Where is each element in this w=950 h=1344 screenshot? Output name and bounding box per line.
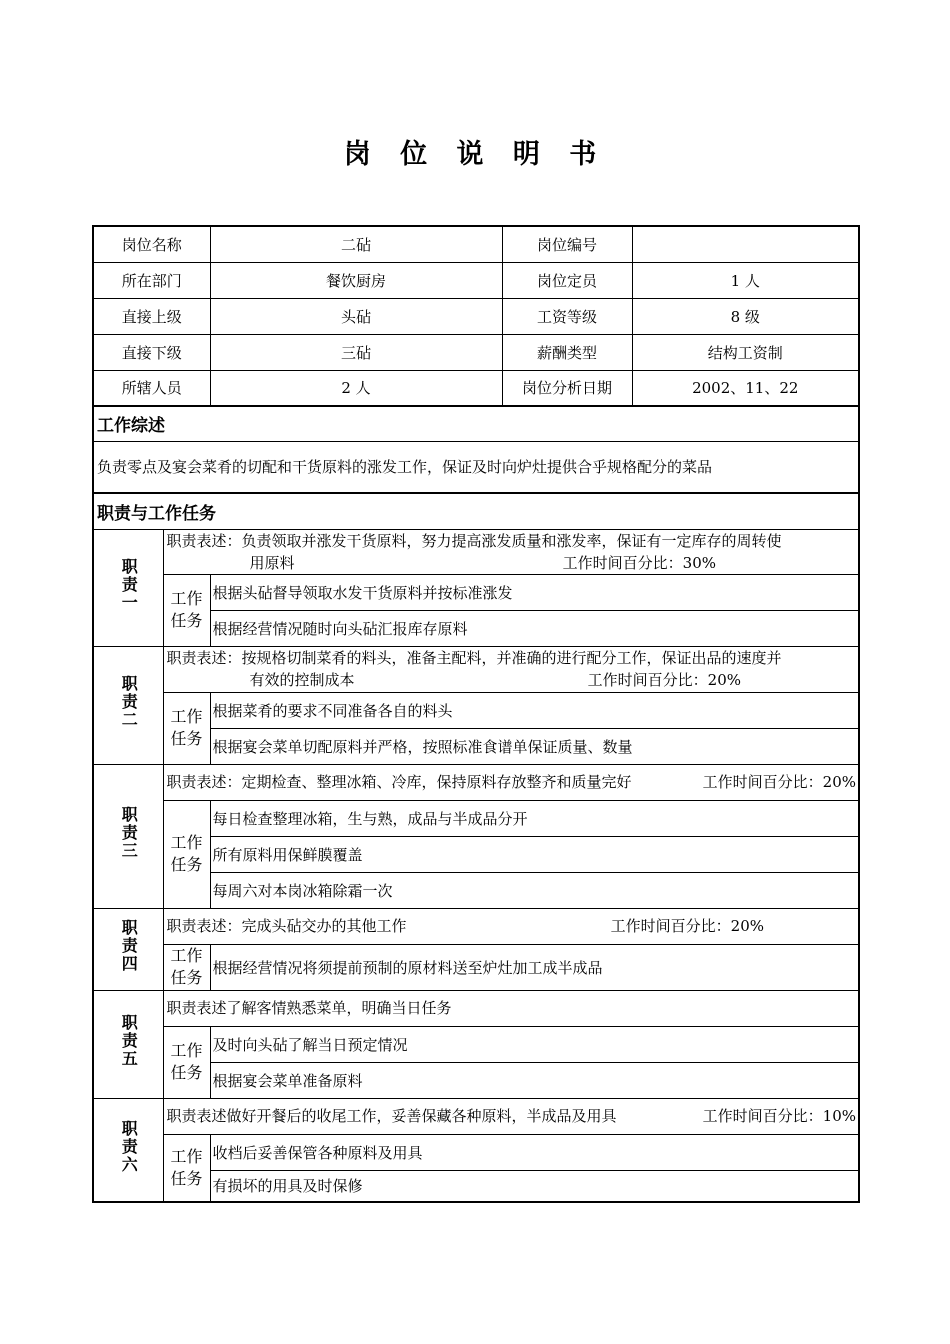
task-label: 工作任务 xyxy=(163,1026,210,1098)
task-label: 工作任务 xyxy=(163,574,210,646)
duty-label: 职责四 xyxy=(93,908,163,990)
info-row xyxy=(93,298,859,334)
duty-description-line1: 职责表述：按规格切制菜肴的料头，准备主配料，并准确的进行配分工作，保证出品的速度并 xyxy=(166,649,782,667)
info-row xyxy=(93,226,859,262)
info-value: 结构工资制 xyxy=(632,334,859,370)
info-value: 8 级 xyxy=(632,298,859,334)
duty-description-line2: 有效的控制成本 xyxy=(249,671,355,689)
task-item: 有损坏的用具及时保修 xyxy=(210,1170,859,1202)
info-label: 工资等级 xyxy=(502,298,632,334)
task-item: 根据头砧督导领取水发干货原料并按标准涨发 xyxy=(210,574,859,610)
info-row xyxy=(93,370,859,406)
info-label: 岗位名称 xyxy=(93,226,210,262)
info-label: 所辖人员 xyxy=(93,370,210,406)
task-item: 根据宴会菜单准备原料 xyxy=(210,1062,859,1098)
info-row xyxy=(93,262,859,298)
task-item: 根据菜肴的要求不同准备各自的料头 xyxy=(210,692,859,728)
duty-description xyxy=(163,764,859,800)
task-item: 收档后妥善保管各种原料及用具 xyxy=(210,1134,859,1170)
info-value: 二砧 xyxy=(210,226,502,262)
info-value: 2 人 xyxy=(210,370,502,406)
duty-description: 职责表述了解客情熟悉菜单，明确当日任务 xyxy=(163,990,859,1026)
info-label: 直接下级 xyxy=(93,334,210,370)
duties-heading: 职责与工作任务 xyxy=(93,493,859,529)
summary-text: 负责零点及宴会菜肴的切配和干货原料的涨发工作，保证及时向炉灶提供合乎规格配分的菜品 xyxy=(93,441,859,493)
duty-label: 职责三 xyxy=(93,764,163,908)
info-row xyxy=(93,334,859,370)
time-percentage: 工作时间百分比：20% xyxy=(610,917,765,935)
info-value xyxy=(632,226,859,262)
duty-description-line2: 用原料 xyxy=(249,553,295,572)
info-label: 直接上级 xyxy=(93,298,210,334)
duty-description-text: 职责表述做好开餐后的收尾工作，妥善保藏各种原料，半成品及用具 xyxy=(166,1107,617,1125)
task-item: 根据经营情况将须提前预制的原材料送至炉灶加工成半成品 xyxy=(210,944,859,990)
task-item: 每周六对本岗冰箱除霜一次 xyxy=(210,872,859,908)
summary-heading: 工作综述 xyxy=(93,406,859,441)
time-percentage: 工作时间百分比：30% xyxy=(562,553,717,572)
info-label: 薪酬类型 xyxy=(502,334,632,370)
time-percentage: 工作时间百分比：10% xyxy=(702,1107,857,1125)
duty-label: 职责六 xyxy=(93,1098,163,1202)
task-label: 工作任务 xyxy=(163,1134,210,1202)
duty-label: 职责二 xyxy=(93,646,163,764)
task-label: 工作任务 xyxy=(163,800,210,908)
duty-label: 职责五 xyxy=(93,990,163,1098)
task-item: 所有原料用保鲜膜覆盖 xyxy=(210,836,859,872)
task-label: 工作任务 xyxy=(163,692,210,764)
duty-description-text: 职责表述：定期检查、整理冰箱、冷库，保持原料存放整齐和质量完好 xyxy=(166,773,632,791)
time-percentage: 工作时间百分比：20% xyxy=(702,773,857,791)
task-item: 每日检查整理冰箱，生与熟，成品与半成品分开 xyxy=(210,800,859,836)
duty-description xyxy=(163,529,859,574)
info-label: 岗位分析日期 xyxy=(502,370,632,406)
info-value: 三砧 xyxy=(210,334,502,370)
info-value: 餐饮厨房 xyxy=(210,262,502,298)
duty-description-line1: 职责表述：负责领取并涨发干货原料，努力提高涨发质量和涨发率，保证有一定库存的周转使 xyxy=(166,531,782,550)
info-label: 岗位编号 xyxy=(502,226,632,262)
page-title: 岗 位 说 明 书 xyxy=(343,139,607,170)
info-value: 2002、11、22 xyxy=(632,370,859,406)
duty-label: 职责一 xyxy=(93,529,163,646)
task-label: 工作任务 xyxy=(163,944,210,990)
duty-description xyxy=(163,646,859,692)
info-value: 头砧 xyxy=(210,298,502,334)
duty-description xyxy=(163,908,859,944)
info-label: 岗位定员 xyxy=(502,262,632,298)
job-description-table xyxy=(92,225,860,1203)
info-label: 所在部门 xyxy=(93,262,210,298)
task-item: 根据宴会菜单切配原料并严格，按照标准食谱单保证质量、数量 xyxy=(210,728,859,764)
info-value: 1 人 xyxy=(632,262,859,298)
duty-description xyxy=(163,1098,859,1134)
time-percentage: 工作时间百分比：20% xyxy=(587,671,742,689)
task-item: 根据经营情况随时向头砧汇报库存原料 xyxy=(210,610,859,646)
duty-description-text: 职责表述：完成头砧交办的其他工作 xyxy=(166,917,407,935)
task-item: 及时向头砧了解当日预定情况 xyxy=(210,1026,859,1062)
